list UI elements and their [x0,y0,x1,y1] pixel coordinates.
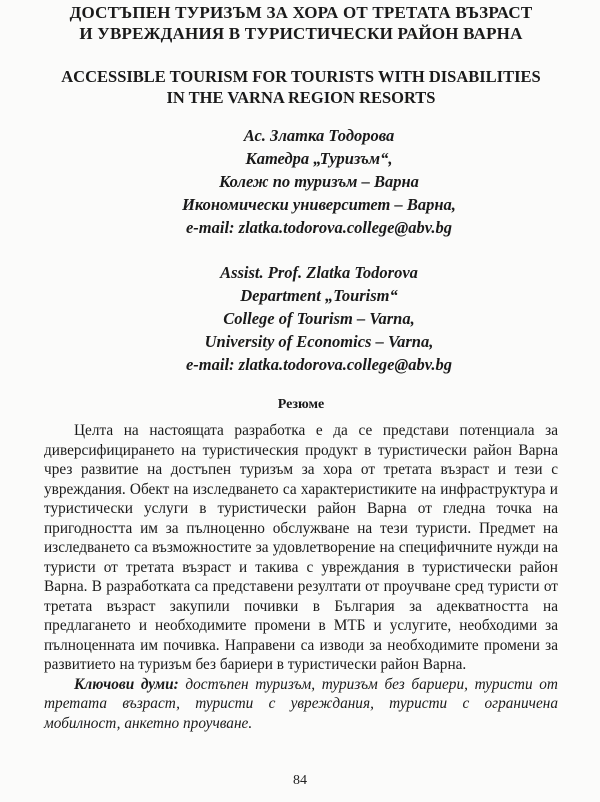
document-page [0,2,600,802]
title-english-line-2: IN THE VARNA REGION RESORTS [166,88,436,107]
author-college-bulgarian: Колеж по туризъм – Варна [219,172,419,191]
abstract-section [44,421,558,733]
author-email-bulgarian: e-mail: zlatka.todorova.college@abv.bg [185,218,453,237]
author-university-english: University of Economics – Varna, [204,332,434,351]
keywords-label: Ключови думи: [74,675,179,693]
abstract-paragraph: Целта на настоящата разработка е да се представи потенциала за диверсифицирането на туристическия продукт в туристически район Варна чрез развитие на достъпен туризъм за хора от третата възраст и тези с увреждания. Обект на изследването са характеристиките на инфраструктура и туристически услуги в туристически район Варна от гледна точка на пригодността им за пълноценно обслужване на тези туристи. Предмет на изследването са възможностите за удовлетворение на специфичните нужди на туристи от третата възраст и такива с увреждания в туристически район Варна. В разработката са представени резултати от проучване сред туристи от третата възраст закупили почивки в България за адекватността на предлагането и необходимите промени в МТБ и услугите, необходими за пълноценната им почивка. Направени са изводи за необходимите промени за развитието на туризъм без бариери в туристически район Варна. [44,422,558,673]
author-name-bulgarian: Ас. Златка Тодорова [243,126,395,145]
author-name-english: Assist. Prof. Zlatka Todorova [220,263,418,282]
author-department-bulgarian: Катедра „Туризъм“, [245,149,393,168]
abstract-heading: Резюме [277,397,325,412]
title-english-line-1: ACCESSIBLE TOURISM FOR TOURISTS WITH DISABILITIES [61,67,541,86]
author-block [44,124,558,376]
keywords-paragraph [44,675,558,734]
author-spacer [80,239,558,261]
keywords-list: достъпен туризъм, туризъм без бариери, туристи от третата възраст, туристи с увреждания, туристи с ограничена мобилност, анкетно проучване. [44,675,558,732]
author-university-bulgarian: Икономически университет – Варна, [182,195,456,214]
title-bulgarian-line-2: И УВРЕЖДАНИЯ В ТУРИСТИЧЕСКИ РАЙОН ВАРНА [79,24,523,43]
title-bulgarian-line-1: ДОСТЪПЕН ТУРИЗЪМ ЗА ХОРА ОТ ТРЕТАТА ВЪЗРАСТ [69,3,533,22]
author-department-english: Department „Tourism“ [240,286,398,305]
author-email-english: e-mail: zlatka.todorova.college@abv.bg [185,355,453,374]
title-bulgarian [44,2,558,44]
author-college-english: College of Tourism – Varna, [223,309,415,328]
page-number: 84 [293,773,307,788]
title-english [44,66,558,108]
